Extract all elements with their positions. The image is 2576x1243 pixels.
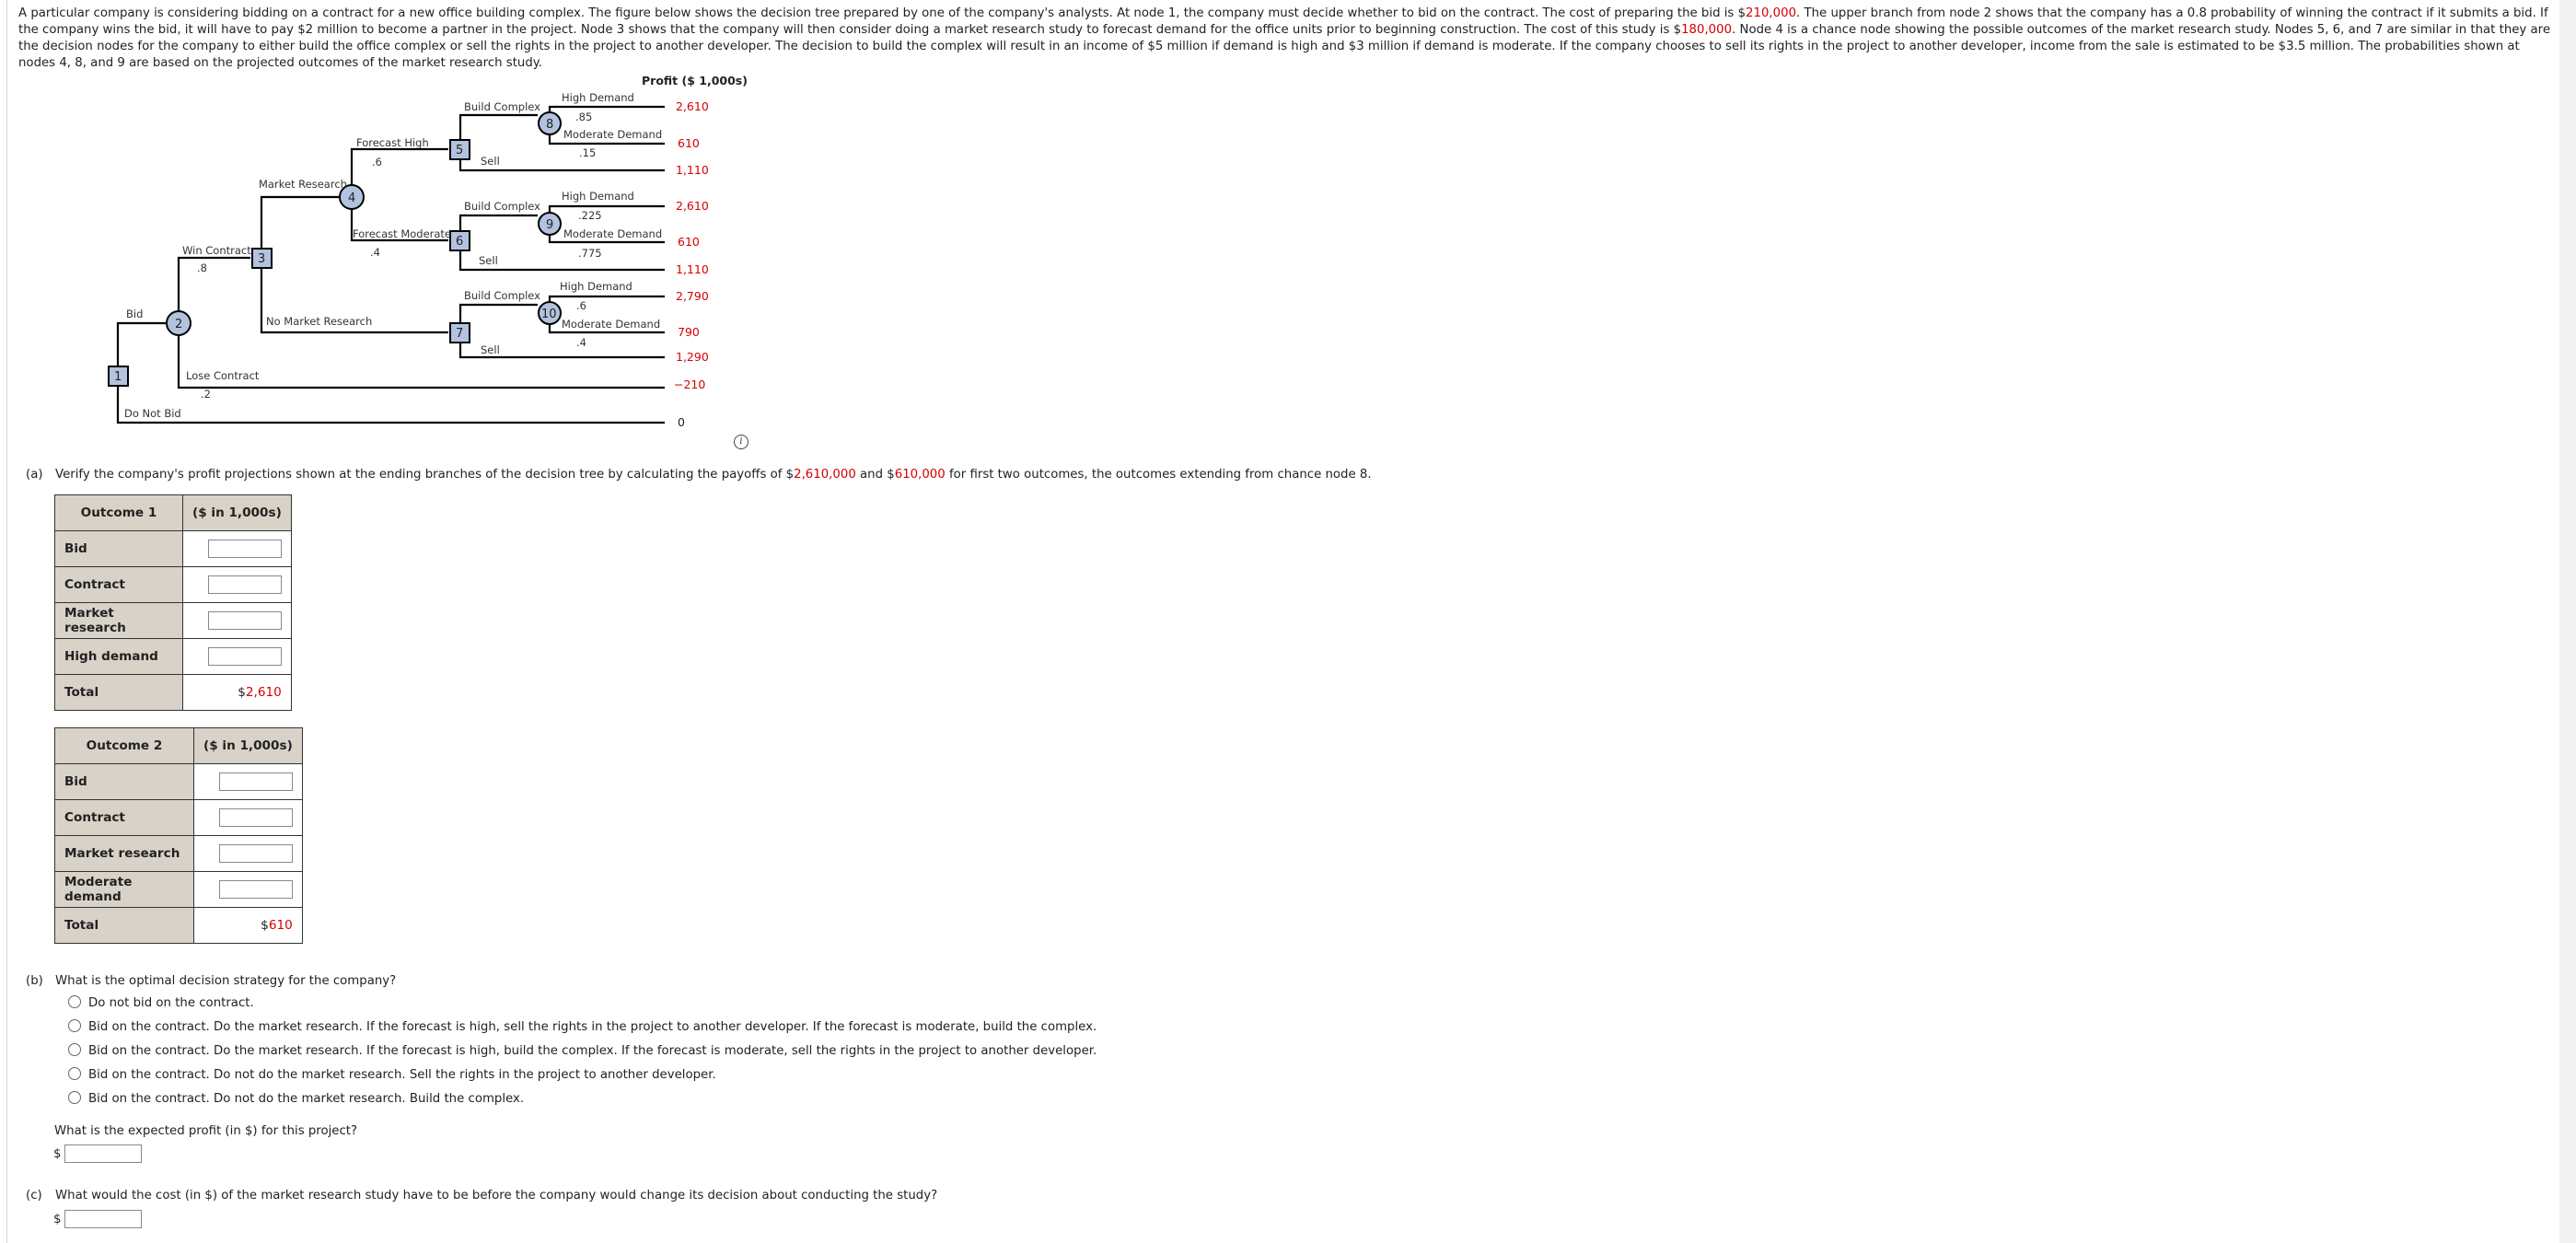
outcome-2-total-prefix: $: [261, 918, 269, 933]
label-n9-moderate-probability: .775: [578, 247, 602, 260]
branch-n9-high: [550, 206, 665, 215]
outcome-2-row-label: Contract: [55, 800, 194, 836]
part-c-text: What would the cost (in $) of the market research study have to be before the company would change its decision about conducting the study?: [55, 1189, 938, 1202]
label-n6-build-complex: Build Complex: [464, 200, 540, 213]
outcome-2-total-label: Total: [55, 908, 194, 944]
label-n10-moderate-probability: .4: [576, 336, 586, 349]
bid-cost-value: 210,000: [1746, 6, 1797, 20]
svg-text:5: 5: [456, 144, 464, 157]
outcome-1-total-value: 2,610: [245, 685, 282, 700]
info-icon[interactable]: i: [734, 435, 748, 449]
label-forecast-moderate-probability: .4: [370, 246, 380, 259]
outcome-1-total-label: Total: [55, 675, 183, 711]
expected-profit-question: What is the expected profit (in $) for this project?: [54, 1124, 358, 1138]
profit-outcome-11: 0: [678, 415, 685, 429]
study-cost-value: 180,000: [1681, 23, 1733, 37]
expected-profit-field: [53, 1144, 142, 1163]
strategy-option-4[interactable]: [68, 1067, 716, 1084]
profit-outcome-10: −210: [674, 378, 706, 391]
label-lose-contract: Lose Contract: [186, 369, 260, 382]
outcome-1-total-cell: [183, 675, 292, 711]
decision-node-7: [450, 323, 470, 343]
label-n9-high-demand: High Demand: [562, 190, 634, 203]
profit-outcome-7: 2,790: [676, 289, 709, 303]
branch-bid: [118, 323, 166, 366]
strategy-option-1[interactable]: [68, 995, 254, 1012]
branch-n10-high: [550, 296, 665, 305]
profit-outcome-1: 2,610: [676, 99, 709, 113]
part-a-text-2: and $: [855, 468, 895, 482]
part-a-letter: (a): [26, 468, 43, 482]
intro-text-3: . Node 4 is a chance node showing the possible outcomes of the market research study. Nodes 5, 6, and 7 are similar in that they are the decision nodes for the company to either build the office complex or sell the rights in the project to another developer. The decision to build the complex will result in an income of $5 million if demand is high and $3 million if demand is moderate. If the company chooses to sell its rights in the project to another developer, income from the sale is estimated to be $3.5 million. The probabilities shown at nodes 4, 8, and 9 are based on the projected outcomes of the market research study.: [18, 23, 2551, 70]
strategy-option-5[interactable]: [68, 1091, 524, 1108]
label-n8-moderate-probability: .15: [579, 146, 597, 159]
part-a-value-2: 610,000: [894, 468, 946, 482]
decision-node-1: [109, 366, 128, 386]
currency-symbol: $: [53, 1147, 62, 1161]
currency-symbol: $: [53, 1213, 62, 1226]
label-n10-high-probability: .6: [576, 299, 586, 312]
label-n8-high-probability: .85: [575, 110, 593, 123]
part-a-text-1: Verify the company's profit projections shown at the ending branches of the decision tree by calculating the payoffs of $: [55, 468, 795, 482]
outcome-2-row-label: Moderate demand: [55, 872, 194, 908]
branch-n8-high: [550, 107, 665, 115]
outcome-2-row-label: Market research: [55, 836, 194, 872]
label-n9-moderate-demand: Moderate Demand: [563, 227, 663, 240]
outcome-2-contract-input[interactable]: [219, 808, 293, 827]
outcome-1-units-header: ($ in 1,000s): [183, 495, 292, 531]
svg-text:9: 9: [546, 218, 554, 232]
label-n9-high-probability: .225: [578, 209, 602, 222]
part-b-letter: (b): [26, 974, 43, 988]
strategy-option-3[interactable]: [68, 1043, 1097, 1060]
label-forecast-moderate: Forecast Moderate: [353, 227, 452, 240]
decision-node-5: [450, 140, 470, 159]
part-a-text-3: for first two outcomes, the outcomes extending from chance node 8.: [945, 468, 1372, 482]
decision-tree: [0, 0, 773, 433]
label-win-contract: Win Contract: [182, 244, 251, 257]
chance-node-10: [539, 302, 561, 324]
part-a-question: [26, 467, 1372, 483]
strategy-option-2[interactable]: [68, 1019, 1097, 1036]
label-forecast-high-probability: .6: [372, 156, 382, 168]
label-n10-moderate-demand: Moderate Demand: [562, 318, 661, 331]
svg-text:1: 1: [114, 370, 122, 384]
option-label: Bid on the contract. Do not do the market research. Build the complex.: [88, 1092, 525, 1106]
profit-outcome-9: 1,290: [676, 350, 709, 364]
part-b-question: [26, 973, 396, 990]
intro-text-1: A particular company is considering bidding on a contract for a new office building complex. The figure below shows the decision tree prepared by one of the company's analysts. At node 1, the company must decide whether to bid on the contract. The cost of preparing the bid is $: [18, 6, 1746, 20]
branch-win-contract: [179, 258, 250, 311]
profit-outcome-8: 790: [678, 325, 700, 339]
svg-text:2: 2: [175, 318, 183, 331]
label-market-research: Market Research: [259, 178, 347, 191]
option-label: Bid on the contract. Do not do the market research. Sell the rights in the project to another developer.: [88, 1068, 716, 1082]
outcome-1-total-prefix: $: [238, 685, 246, 700]
label-n5-sell: Sell: [481, 155, 500, 168]
research-cost-field: [53, 1210, 142, 1228]
outcome-2-total-value: 610: [268, 918, 293, 933]
expected-profit-input[interactable]: [64, 1144, 142, 1163]
chance-node-9: [539, 213, 561, 235]
outcome-2-table: [54, 727, 303, 944]
branch-market-research: [261, 197, 339, 249]
research-cost-input[interactable]: [64, 1210, 142, 1228]
profit-outcome-3: 1,110: [676, 163, 709, 177]
radio-button[interactable]: [68, 1091, 81, 1104]
label-do-not-bid: Do Not Bid: [124, 407, 181, 420]
part-a-value-1: 2,610,000: [794, 468, 856, 482]
part-c-question: [26, 1188, 937, 1204]
branch-n5-build: [460, 115, 538, 140]
svg-text:10: 10: [541, 308, 557, 321]
label-n8-high-demand: High Demand: [562, 91, 634, 104]
label-n8-moderate-demand: Moderate Demand: [563, 128, 663, 141]
profit-header: Profit ($ 1,000s): [642, 74, 748, 87]
label-bid: Bid: [126, 308, 144, 320]
option-label: Bid on the contract. Do the market research. If the forecast is high, build the complex. If the forecast is moderate, sell the rights in the project to another developer.: [88, 1044, 1097, 1058]
branch-n7-build: [460, 305, 538, 323]
outcome-1-bid-input[interactable]: [208, 540, 282, 558]
label-lose-probability: .2: [201, 388, 211, 401]
outcome-1-market-research-input[interactable]: [208, 611, 282, 630]
outcome-2-market-research-input[interactable]: [219, 844, 293, 863]
radio-button[interactable]: [68, 1043, 81, 1056]
outcome-1-contract-input[interactable]: [208, 575, 282, 594]
label-n7-build-complex: Build Complex: [464, 289, 540, 302]
scrollbar-track[interactable]: [2559, 0, 2576, 1243]
outcome-2-row-label: Bid: [55, 764, 194, 800]
chance-node-2: [167, 311, 191, 335]
label-win-probability: .8: [197, 261, 207, 274]
label-n6-sell: Sell: [479, 254, 498, 267]
outcome-2-header: Outcome 2: [55, 728, 194, 764]
profit-outcome-2: 610: [678, 136, 700, 150]
outcome-2-moderate-demand-input[interactable]: [219, 880, 293, 899]
label-n5-build-complex: Build Complex: [464, 100, 540, 113]
option-label: Bid on the contract. Do the market research. If the forecast is high, sell the rights in the project to another developer. If the forecast is moderate, build the complex.: [88, 1020, 1097, 1034]
radio-button[interactable]: [68, 995, 81, 1008]
profit-outcome-5: 610: [678, 235, 700, 249]
decision-node-6: [450, 231, 470, 250]
svg-text:8: 8: [546, 118, 554, 132]
chance-node-8: [539, 112, 561, 134]
radio-button[interactable]: [68, 1067, 81, 1080]
label-no-market-research: No Market Research: [266, 315, 373, 328]
part-b-text: What is the optimal decision strategy for the company?: [55, 974, 397, 988]
label-forecast-high: Forecast High: [356, 136, 429, 149]
outcome-1-table: [54, 494, 292, 711]
branch-forecast-high: [352, 149, 448, 206]
profit-outcome-4: 2,610: [676, 199, 709, 213]
outcome-2-bid-input[interactable]: [219, 773, 293, 791]
outcome-1-row-label: Market research: [55, 603, 183, 639]
outcome-1-row-label: High demand: [55, 639, 183, 675]
radio-button[interactable]: [68, 1019, 81, 1032]
outcome-2-units-header: ($ in 1,000s): [194, 728, 303, 764]
outcome-1-header: Outcome 1: [55, 495, 183, 531]
label-n10-high-demand: High Demand: [560, 280, 632, 293]
profit-outcome-6: 1,110: [676, 262, 709, 276]
label-n7-sell: Sell: [481, 343, 500, 356]
svg-text:7: 7: [456, 327, 464, 341]
outcome-1-row-label: Bid: [55, 531, 183, 567]
intro-text-2: . The upper branch from node 2 shows that the company has a 0.8 probability of winning the contract if it submits a bid. If the company wins the bid, it will have to pay $2 million to become a partner in the project. Node 3 shows that the company will then consider doing a market research study to forecast demand for the office units prior to beginning construction. The cost of this study is $: [18, 6, 2548, 37]
branch-n6-build: [460, 215, 538, 231]
svg-text:4: 4: [348, 192, 356, 205]
svg-text:6: 6: [456, 235, 464, 249]
outcome-1-row-label: Contract: [55, 567, 183, 603]
option-label: Do not bid on the contract.: [88, 996, 254, 1010]
outcome-1-high-demand-input[interactable]: [208, 647, 282, 666]
outcome-2-total-cell: [194, 908, 303, 944]
svg-text:3: 3: [258, 252, 266, 266]
part-c-letter: (c): [26, 1189, 42, 1202]
decision-node-3: [252, 249, 272, 268]
